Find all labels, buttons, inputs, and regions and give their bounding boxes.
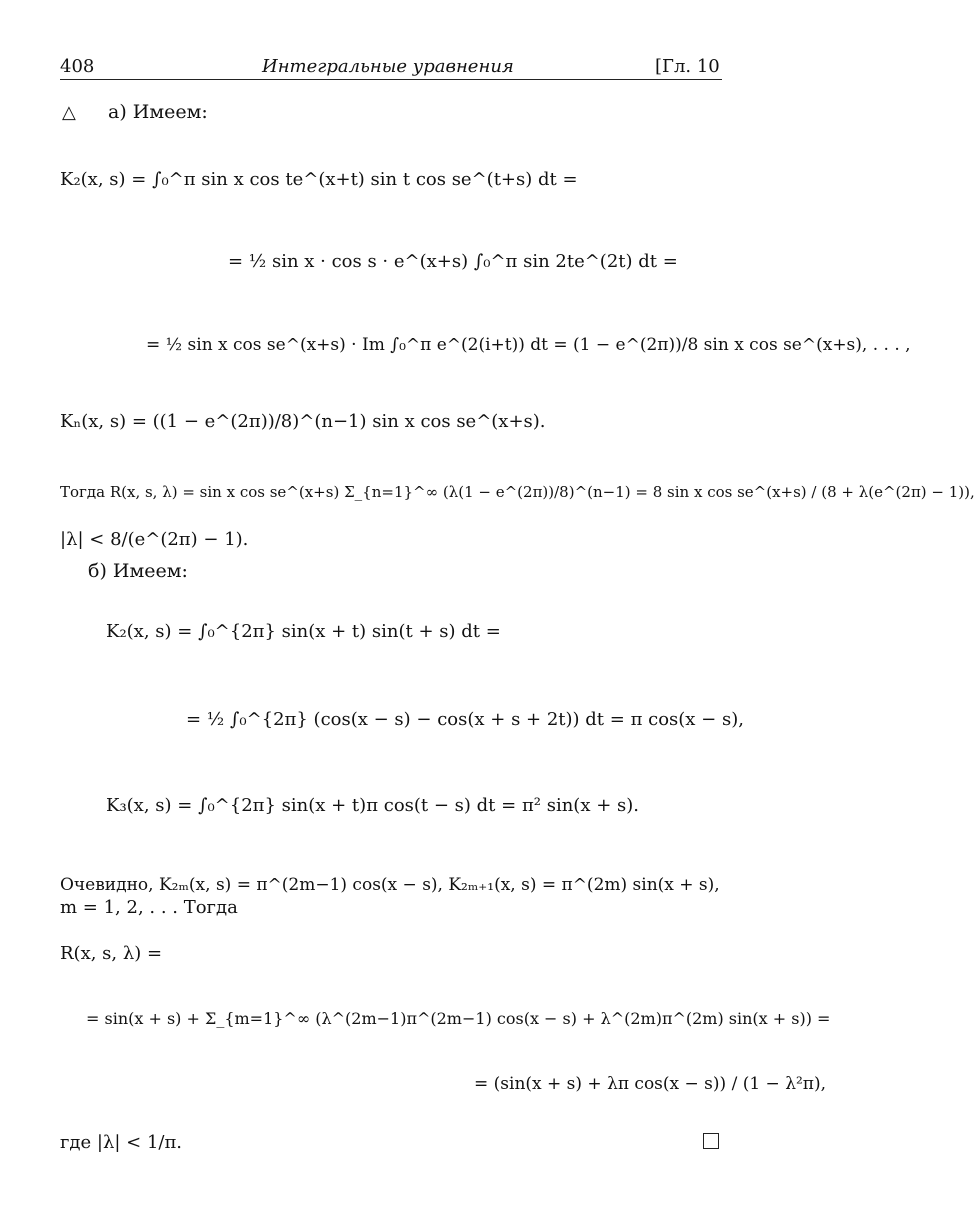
running-title: Интегральные уравнения bbox=[262, 56, 514, 77]
obvious-line-2: m = 1, 2, . . . Тогда bbox=[60, 897, 238, 918]
part-a-intro: а) Имеем: bbox=[108, 101, 208, 123]
part-b-intro: б) Имеем: bbox=[88, 560, 188, 582]
equation-b2: = ½ ∫₀^{2π} (cos(x − s) − cos(x + s + 2t)) dt = π cos(x − s), bbox=[186, 709, 744, 730]
equation-a3: = ½ sin x cos se^(x+s) · Im ∫₀^π e^(2(i+t)) dt = (1 − e^(2π))/8 sin x cos se^(x+s), . . . , bbox=[146, 335, 911, 355]
equation-a2: = ½ sin x · cos s · e^(x+s) ∫₀^π sin 2te^(2t) dt = bbox=[228, 251, 678, 272]
equation-b1: K₂(x, s) = ∫₀^{2π} sin(x + t) sin(t + s) dt = bbox=[106, 621, 501, 642]
page-number: 408 bbox=[60, 56, 95, 77]
chapter-label: [Гл. 10 bbox=[655, 56, 720, 77]
equation-a1: K₂(x, s) = ∫₀^π sin x cos te^(x+t) sin t cos se^(t+s) dt = bbox=[60, 169, 578, 190]
equation-r2: = sin(x + s) + Σ_{m=1}^∞ (λ^(2m−1)π^(2m−1) cos(x − s) + λ^(2m)π^(2m) sin(x + s)) = bbox=[86, 1009, 831, 1028]
equation-b3: K₃(x, s) = ∫₀^{2π} sin(x + t)π cos(t − s) dt = π² sin(x + s). bbox=[106, 795, 639, 816]
condition-a: |λ| < 8/(e^(2π) − 1). bbox=[60, 529, 249, 550]
final-condition: где |λ| < 1/π. bbox=[60, 1132, 183, 1153]
proof-start-symbol: △ bbox=[62, 102, 76, 123]
qed-square-icon bbox=[703, 1133, 719, 1149]
header-rule bbox=[60, 79, 722, 80]
equation-r3: = (sin(x + s) + λπ cos(x − s)) / (1 − λ²π), bbox=[474, 1074, 826, 1094]
obvious-line-1: Очевидно, K₂ₘ(x, s) = π^(2m−1) cos(x − s), K₂ₘ₊₁(x, s) = π^(2m) sin(x + s), bbox=[60, 875, 720, 895]
equation-a4: Kₙ(x, s) = ((1 − e^(2π))/8)^(n−1) sin x cos se^(x+s). bbox=[60, 411, 546, 432]
resolvent-a: Тогда R(x, s, λ) = sin x cos se^(x+s) Σ_{n=1}^∞ (λ(1 − e^(2π))/8)^(n−1) = 8 sin x cos se^(x+s) / (8 + λ(e^(2π) − 1)), bbox=[60, 483, 975, 501]
equation-r1: R(x, s, λ) = bbox=[60, 943, 163, 964]
